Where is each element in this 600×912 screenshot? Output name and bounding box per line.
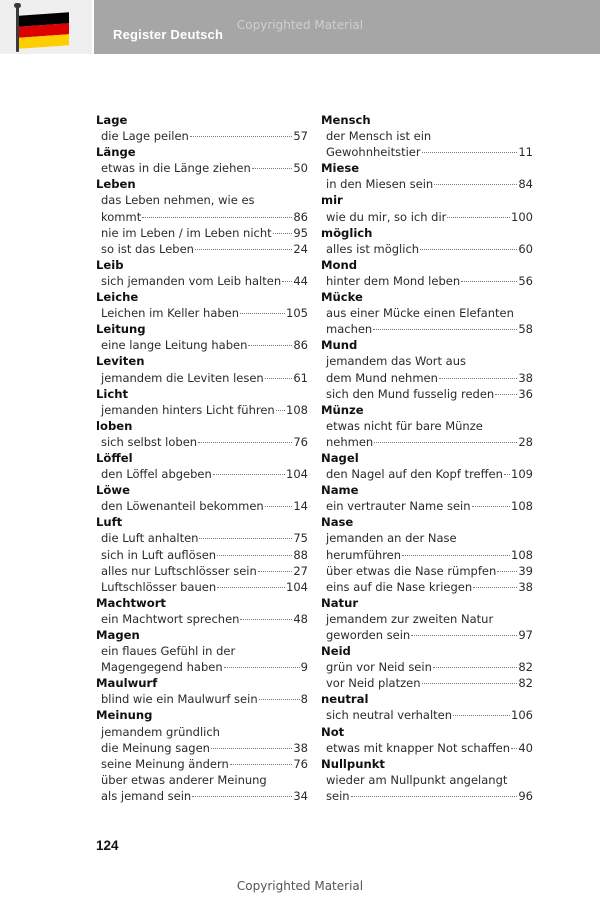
index-entry xyxy=(321,386,533,402)
dot-leader xyxy=(402,555,510,556)
index-page-ref: 108 xyxy=(286,402,308,417)
index-entry-text: die Luft anhalten xyxy=(101,531,199,546)
index-entry-text: über etwas die Nase rümpfen xyxy=(326,563,497,578)
index-entry xyxy=(321,273,533,289)
index-entry-text: sich selbst loben xyxy=(101,434,198,449)
index-entry-text: der Mensch ist ein xyxy=(326,129,432,144)
index-page-ref: 38 xyxy=(518,579,533,594)
index-page-ref: 14 xyxy=(293,499,308,514)
index-headword: Natur xyxy=(321,595,359,610)
index-entry-text: jemandem gründlich xyxy=(101,724,220,739)
index-entry-text: jemandem zur zweiten Natur xyxy=(326,611,494,626)
index-headword: Nase xyxy=(321,515,354,530)
index-headword: Machtwort xyxy=(96,595,166,610)
dot-leader xyxy=(420,249,517,250)
index-entry-text: hinter dem Mond leben xyxy=(326,273,461,288)
index-page-ref: 75 xyxy=(293,531,308,546)
index-entry xyxy=(321,740,533,756)
dot-leader xyxy=(252,168,293,169)
dot-leader xyxy=(248,345,292,346)
index-entry-text: den Löffel abgeben xyxy=(101,467,212,482)
watermark-top: Copyrighted Material xyxy=(236,18,364,32)
dot-leader xyxy=(447,217,510,218)
index-entry-text: ein Machtwort sprechen xyxy=(101,611,240,626)
index-page-ref: 109 xyxy=(511,467,533,482)
index-entry-text: sein xyxy=(326,788,350,803)
dot-leader xyxy=(190,136,293,137)
index-entry xyxy=(321,563,533,579)
index-entry xyxy=(96,466,308,482)
index-headword: Meinung xyxy=(96,708,153,723)
dot-leader xyxy=(198,442,292,443)
index-entry xyxy=(321,547,533,563)
index-entry xyxy=(321,144,533,160)
index-entry xyxy=(321,241,533,257)
index-entry-text: machen xyxy=(326,322,373,337)
index-page-ref: 28 xyxy=(518,434,533,449)
index-page-ref: 97 xyxy=(518,628,533,642)
index-page-ref: 104 xyxy=(286,467,308,482)
index-entry-text: sich neutral verhalten xyxy=(326,708,453,723)
index-page-ref: 8 xyxy=(300,692,308,707)
dot-leader xyxy=(511,748,517,749)
dot-leader xyxy=(258,571,293,572)
index-entry xyxy=(321,659,533,675)
dot-leader xyxy=(434,184,517,185)
index-entry-text: sich den Mund fusselig reden xyxy=(326,386,495,401)
dot-leader xyxy=(461,281,517,282)
dot-leader xyxy=(217,555,292,556)
index-entry-text: herumführen xyxy=(326,547,402,562)
index-entry xyxy=(96,579,308,595)
index-entry xyxy=(96,434,308,450)
index-page-ref: 76 xyxy=(293,434,308,449)
index-entry-text: jemanden hinters Licht führen xyxy=(101,402,275,417)
index-entry xyxy=(96,370,308,386)
dot-leader xyxy=(259,699,300,700)
index-headword: Miese xyxy=(321,161,360,176)
watermark-bottom: Copyrighted Material xyxy=(236,879,364,893)
index-page-ref: 61 xyxy=(293,370,308,385)
index-headword: Mücke xyxy=(321,290,363,305)
flag-stripe-gold xyxy=(19,34,69,48)
index-entry xyxy=(321,579,533,595)
dot-leader xyxy=(411,635,517,636)
index-entry-text: eine lange Leitung haben xyxy=(101,338,248,353)
index-headword: Leitung xyxy=(96,322,146,337)
dot-leader xyxy=(276,410,285,411)
index-page-ref: 108 xyxy=(511,547,533,562)
dot-leader xyxy=(192,796,292,797)
index-entry-text: in den Miesen sein xyxy=(326,177,434,192)
index-entry-text: wieder am Nullpunkt angelangt xyxy=(326,772,508,787)
index-headword: loben xyxy=(96,418,133,433)
index-headword: Licht xyxy=(96,386,129,401)
dot-leader xyxy=(211,748,292,749)
index-page-ref: 104 xyxy=(286,579,308,594)
index-entry xyxy=(321,176,533,192)
index-entry xyxy=(96,611,308,627)
dot-leader xyxy=(224,667,300,668)
dot-leader xyxy=(473,587,517,588)
index-entry-text: vor Neid platzen xyxy=(326,676,421,691)
index-entry-text: Luftschlösser bauen xyxy=(101,579,217,594)
dot-leader xyxy=(472,506,511,507)
index-entry xyxy=(96,305,308,321)
index-headword: Nullpunkt xyxy=(321,756,385,771)
dot-leader xyxy=(495,394,517,395)
index-headword: Mensch xyxy=(321,113,371,127)
index-headword: Löffel xyxy=(96,450,133,465)
index-entry xyxy=(321,627,533,643)
index-page-ref: 38 xyxy=(518,370,533,385)
index-entry-text: Leichen im Keller haben xyxy=(101,306,240,321)
dot-leader xyxy=(240,313,285,314)
dot-leader xyxy=(199,538,292,539)
index-entry-text: dem Mund nehmen xyxy=(326,370,438,385)
index-entry xyxy=(321,498,533,514)
index-entry-text: kommt xyxy=(101,209,142,224)
index-entry xyxy=(96,402,308,418)
index-page-ref: 57 xyxy=(293,129,308,144)
index-entry-text: die Lage peilen xyxy=(101,129,189,144)
index-entry-text: geworden sein xyxy=(326,628,411,642)
index-page-ref: 24 xyxy=(293,241,308,256)
index-entry xyxy=(321,675,533,691)
index-page-ref: 34 xyxy=(293,788,308,803)
dot-leader xyxy=(265,506,293,507)
page-number: 124 xyxy=(96,838,119,853)
index-entry-text: sich in Luft auflösen xyxy=(101,547,217,562)
index-entry xyxy=(96,337,308,353)
index-headword: möglich xyxy=(321,225,373,240)
index-entry xyxy=(96,788,308,804)
index-headword: Magen xyxy=(96,628,140,642)
index-headword: Leben xyxy=(96,177,136,192)
index-headword: Münze xyxy=(321,402,364,417)
index-entry xyxy=(96,273,308,289)
index-headword: Länge xyxy=(96,145,136,160)
dot-leader xyxy=(433,667,517,668)
index-headword: Maulwurf xyxy=(96,676,158,691)
index-headword: Not xyxy=(321,724,345,739)
index-entry xyxy=(321,321,533,337)
index-entry-text: etwas in die Länge ziehen xyxy=(101,161,251,176)
index-column-left xyxy=(96,112,308,804)
index-entry xyxy=(96,756,308,772)
index-page-ref: 82 xyxy=(518,676,533,691)
dot-leader xyxy=(422,683,518,684)
index-page-ref: 40 xyxy=(518,740,533,755)
dot-leader xyxy=(453,715,510,716)
index-page-ref: 56 xyxy=(518,273,533,288)
index-entry xyxy=(96,547,308,563)
index-entry xyxy=(96,740,308,756)
index-page-ref: 86 xyxy=(293,209,308,224)
dot-leader xyxy=(497,571,517,572)
dot-leader xyxy=(142,217,292,218)
index-entry-text: aus einer Mücke einen Elefanten xyxy=(326,306,514,321)
index-column-right xyxy=(321,112,533,804)
index-entry-text: eins auf die Nase kriegen xyxy=(326,579,473,594)
index-entry-text: ein flaues Gefühl in der xyxy=(101,644,236,659)
section-title: Register Deutsch xyxy=(113,27,224,42)
index-entry-text: sich jemanden vom Leib halten xyxy=(101,273,282,288)
index-page-ref: 44 xyxy=(293,273,308,288)
dot-leader xyxy=(422,152,518,153)
index-page-ref: 36 xyxy=(518,386,533,401)
index-headword: Mond xyxy=(321,257,358,272)
index-entry-text: den Nagel auf den Kopf treffen xyxy=(326,467,503,482)
dot-leader xyxy=(195,249,292,250)
index-entry-text: jemanden an der Nase xyxy=(326,531,457,546)
index-page-ref: 82 xyxy=(518,660,533,675)
index-page-ref: 95 xyxy=(293,225,308,240)
index-entry xyxy=(96,160,308,176)
dot-leader xyxy=(240,619,292,620)
index-entry-text: grün vor Neid sein xyxy=(326,660,432,675)
dot-leader xyxy=(373,329,517,330)
index-headword: Name xyxy=(321,483,359,498)
index-page-ref: 86 xyxy=(293,338,308,353)
index-entry-text: die Meinung sagen xyxy=(101,740,210,755)
index-page-ref: 108 xyxy=(511,499,533,514)
index-page-ref: 106 xyxy=(511,708,533,723)
index-headword: Löwe xyxy=(96,483,130,498)
index-entry xyxy=(96,498,308,514)
index-page-ref: 60 xyxy=(518,241,533,256)
index-entry-text: wie du mir, so ich dir xyxy=(326,209,447,224)
index-headword: Neid xyxy=(321,644,351,659)
index-entry-text: so ist das Leben xyxy=(101,241,194,256)
index-page-ref: 100 xyxy=(511,209,533,224)
index-entry-text: nehmen xyxy=(326,434,374,449)
index-page-ref: 96 xyxy=(518,788,533,803)
index-entry xyxy=(321,370,533,386)
index-page-ref: 48 xyxy=(293,611,308,626)
index-headword: Lage xyxy=(96,113,128,127)
index-entry xyxy=(96,530,308,546)
index-entry-text: alles nur Luftschlösser sein xyxy=(101,563,257,578)
index-entry xyxy=(321,707,533,723)
index-headword: Mund xyxy=(321,338,358,353)
dot-leader xyxy=(282,281,292,282)
index-page-ref: 38 xyxy=(293,740,308,755)
index-entry xyxy=(96,691,308,707)
index-headword: Luft xyxy=(96,515,123,530)
index-entry xyxy=(96,241,308,257)
index-headword: neutral xyxy=(321,692,369,707)
index-page-ref: 39 xyxy=(518,563,533,578)
index-entry xyxy=(96,563,308,579)
index-page-ref: 9 xyxy=(300,660,308,675)
index-entry-text: nie im Leben / im Leben nicht xyxy=(101,225,272,240)
index-page-ref: 105 xyxy=(286,306,308,321)
dot-leader xyxy=(504,474,510,475)
dot-leader xyxy=(439,378,517,379)
index-entry-text: etwas nicht für bare Münze xyxy=(326,418,483,433)
index-page-ref: 76 xyxy=(293,756,308,771)
index-entry xyxy=(321,434,533,450)
index-entry-text: blind wie ein Maulwurf sein xyxy=(101,692,258,707)
index-entry-text: seine Meinung ändern xyxy=(101,756,229,771)
index-page-ref: 11 xyxy=(518,145,533,160)
index-page-ref: 50 xyxy=(293,161,308,176)
index-entry-text: über etwas anderer Meinung xyxy=(101,772,267,787)
index-headword: Nagel xyxy=(321,450,359,465)
index-entry xyxy=(96,659,308,675)
index-entry-text: als jemand sein xyxy=(101,788,192,803)
index-headword: Leviten xyxy=(96,354,145,369)
index-entry xyxy=(96,225,308,241)
index-entry-text: den Löwenanteil bekommen xyxy=(101,499,264,514)
index-entry xyxy=(321,209,533,225)
index-entry-text: Magengegend haben xyxy=(101,660,223,675)
index-entry-text: jemandem die Leviten lesen xyxy=(101,370,264,385)
index-entry-text: etwas mit knapper Not schaffen xyxy=(326,740,511,755)
index-headword: Leib xyxy=(96,257,124,272)
index-page-ref: 84 xyxy=(518,177,533,192)
dot-leader xyxy=(351,796,518,797)
index-entry-text: jemandem das Wort aus xyxy=(326,354,466,369)
index-entry xyxy=(321,466,533,482)
index-entry xyxy=(96,209,308,225)
index-entry-text: alles ist möglich xyxy=(326,241,420,256)
index-page-ref: 27 xyxy=(293,563,308,578)
index-entry-text: das Leben nehmen, wie es xyxy=(101,193,255,208)
index-entry xyxy=(321,788,533,804)
index-headword: Leiche xyxy=(96,290,139,305)
index-entry xyxy=(96,128,308,144)
index-page-ref: 88 xyxy=(293,547,308,562)
dot-leader xyxy=(265,378,293,379)
index-entry-text: ein vertrauter Name sein xyxy=(326,499,471,514)
dot-leader xyxy=(273,233,293,234)
index-headword: mir xyxy=(321,193,343,208)
dot-leader xyxy=(374,442,517,443)
dot-leader xyxy=(230,764,293,765)
index-entry-text: Gewohnheitstier xyxy=(326,145,421,160)
index-page-ref: 58 xyxy=(518,322,533,337)
dot-leader xyxy=(217,587,285,588)
dot-leader xyxy=(213,474,285,475)
